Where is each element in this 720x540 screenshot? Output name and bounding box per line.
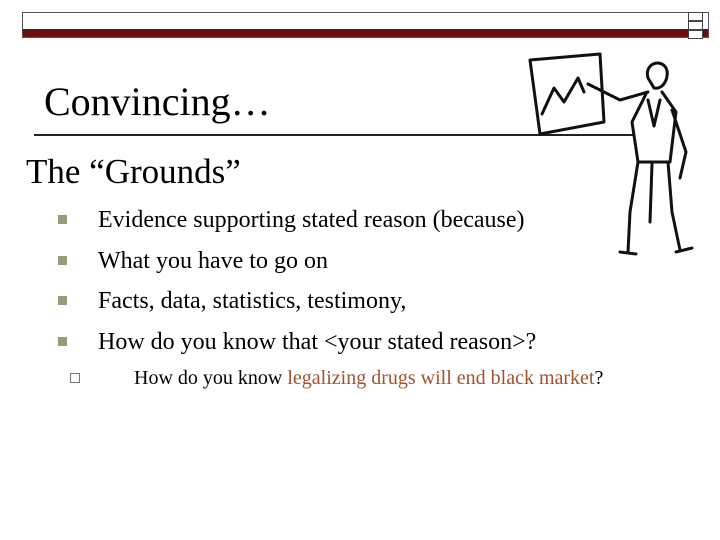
square-bullet-icon	[58, 256, 67, 265]
corner-square	[688, 12, 703, 21]
square-bullet-icon	[58, 337, 67, 346]
hollow-square-bullet-icon	[70, 373, 80, 383]
sub-bullet-highlight: legalizing drugs will end black market	[287, 367, 595, 389]
top-accent-stripe	[23, 29, 708, 37]
bullet-text: Evidence supporting stated reason (because)	[98, 207, 525, 233]
square-bullet-icon	[58, 215, 67, 224]
corner-square	[688, 30, 703, 39]
bullet-text: What you have to go on	[98, 248, 328, 274]
presenter-illustration	[520, 52, 710, 262]
corner-square	[688, 21, 703, 30]
slide-title: Convincing…	[44, 79, 271, 124]
slide-subtitle: The “Grounds”	[26, 152, 241, 191]
top-decoration-bar	[22, 12, 709, 38]
bullet-text: Facts, data, statistics, testimony,	[98, 288, 407, 314]
square-bullet-icon	[58, 296, 67, 305]
chart-line	[542, 78, 584, 114]
sub-bullet-suffix: ?	[594, 367, 604, 389]
sub-bullet-text	[134, 360, 603, 396]
bullet-text: How do you know that <your stated reason>?	[98, 329, 537, 355]
sub-bullet-prefix: How do you know	[134, 367, 288, 389]
presenter-head	[647, 63, 667, 88]
